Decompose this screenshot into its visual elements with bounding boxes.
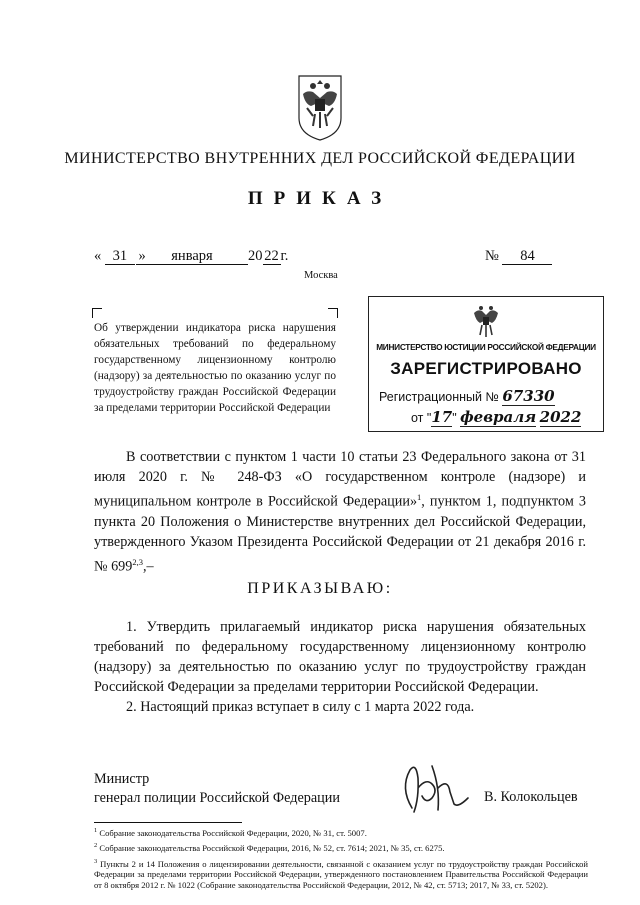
date-month-year [136,248,288,265]
double-headed-eagle-icon [470,303,502,339]
date-year-prefix: 20 [248,248,263,264]
stamp-date-month: февраля [460,408,537,426]
footnote-2-number: 2 [94,842,98,850]
document-type: ПРИКАЗ [247,188,393,209]
signatory-position-line-2: генерал полиции Российской Федерации [94,790,340,806]
footnote-ref-2-3: 2,3 [132,556,143,567]
footnote-3-number: 3 [94,857,98,865]
date-year-abbr: г. [280,248,289,264]
footnote-3 [94,857,588,891]
city: Москва [304,270,338,281]
order-number-label: № [485,248,499,264]
date-year-suffix: 22 [264,248,279,264]
signatory-position-line-1: Министр [94,771,150,787]
stamp-status: ЗАРЕГИСТРИРОВАНО [390,359,582,378]
footnote-1-number: 1 [94,827,98,834]
order-word: ПРИКАЗЫВАЮ: [247,580,393,597]
stamp-ministry: МИНИСТЕРСТВО ЮСТИЦИИ РОССИЙСКОЙ ФЕДЕРАЦИИ [376,342,596,352]
ministry-heading: МИНИСТЕРСТВО ВНУТРЕННИХ ДЕЛ РОССИЙСКОЙ ФЕДЕРАЦИИ [64,150,576,167]
signatory-position [94,770,340,808]
date-open-quote: « [94,248,102,264]
handwritten-signature [392,758,472,818]
footnote-2 [94,841,588,853]
footnote-2-text: Собрание законодательства Российской Федерации, 2016, № 52, ст. 7614; 2021, № 35, ст. 6275. [99,843,445,854]
footnote-1-text: Собрание законодательства Российской Федерации, 2020, № 31, ст. 5007. [99,827,367,838]
stamp-registration-line [379,387,555,405]
order-item-1: 1. Утвердить прилагаемый индикатор риска нарушения обязательных требований по федеральному государственному лицензионному контролю (надзору) за деятельностью по оказанию услуг по трудоустройству граждан Российской Федерации за пределами территории Российской Федерации. [94,619,586,695]
stamp-date-year: 2022 [539,408,582,426]
date-day: 31 [105,248,135,265]
order-title: Об утверждении индикатора риска нарушения обязательных требований по федеральному государственному лицензионному контролю (надзору) за деятельностью по оказанию услуг по трудоустройству граждан Российской Федерации за пределами территории Российской Федерации [94,322,336,415]
preamble-text-3: ,– [143,558,154,575]
registration-stamp [368,296,604,432]
order-number-value: 84 [502,248,552,265]
footnote-3-text: Пункты 2 и 14 Положения о лицензировании деятельности, связанной с оказанием услуг по трудоустройству граждан Российской Федерации за пределами территории Российской Федерации, утвержденного постановлением Правительства Российской Федерации от 8 октября 2012 г. № 1022 (Собрание законодательства Российской Федерации, 2012, № 42, ст. 5713; 2017, № 33, ст. 5202). [94,858,588,890]
date-month: января [136,248,248,265]
stamp-reg-label: Регистрационный № [379,390,499,404]
order-items [94,617,586,717]
preamble [94,447,586,576]
stamp-date-prefix: от [411,411,424,425]
preamble-text-2: , пунктом 1, подпунктом 3 пункта 20 Положения о Министерстве внутренних дел Российской Федерации, утвержденного Указом Президента Российской Федерации от 21 декабря 2016 г. № 699 [94,493,586,575]
order-item-2: 2. Настоящий приказ вступает в силу с 1 марта 2022 года. [126,699,475,715]
stamp-date-line: от "17" февраля 2022 [411,408,582,426]
footnote-1 [94,826,588,838]
footnote-divider [94,822,242,823]
footnotes [94,826,588,894]
footnote-ref-1: 1 [417,492,422,502]
date-close-quote: » [138,248,146,264]
title-corner-right [328,308,338,318]
title-corner-left [92,308,102,318]
stamp-date-day: 17 [431,408,453,426]
signatory-name: В. Колокольцев [484,789,578,805]
double-headed-eagle-icon [293,72,347,142]
preamble-text: В соответствии с пунктом 1 части 10 статьи 23 Федерального закона от 31 июля 2020 г. № 248-ФЗ «О государственном контроле (надзоре) и муниципальном контроле в Российской Федерации» [94,449,586,510]
order-number [485,248,552,265]
stamp-reg-number: 67330 [502,387,555,405]
